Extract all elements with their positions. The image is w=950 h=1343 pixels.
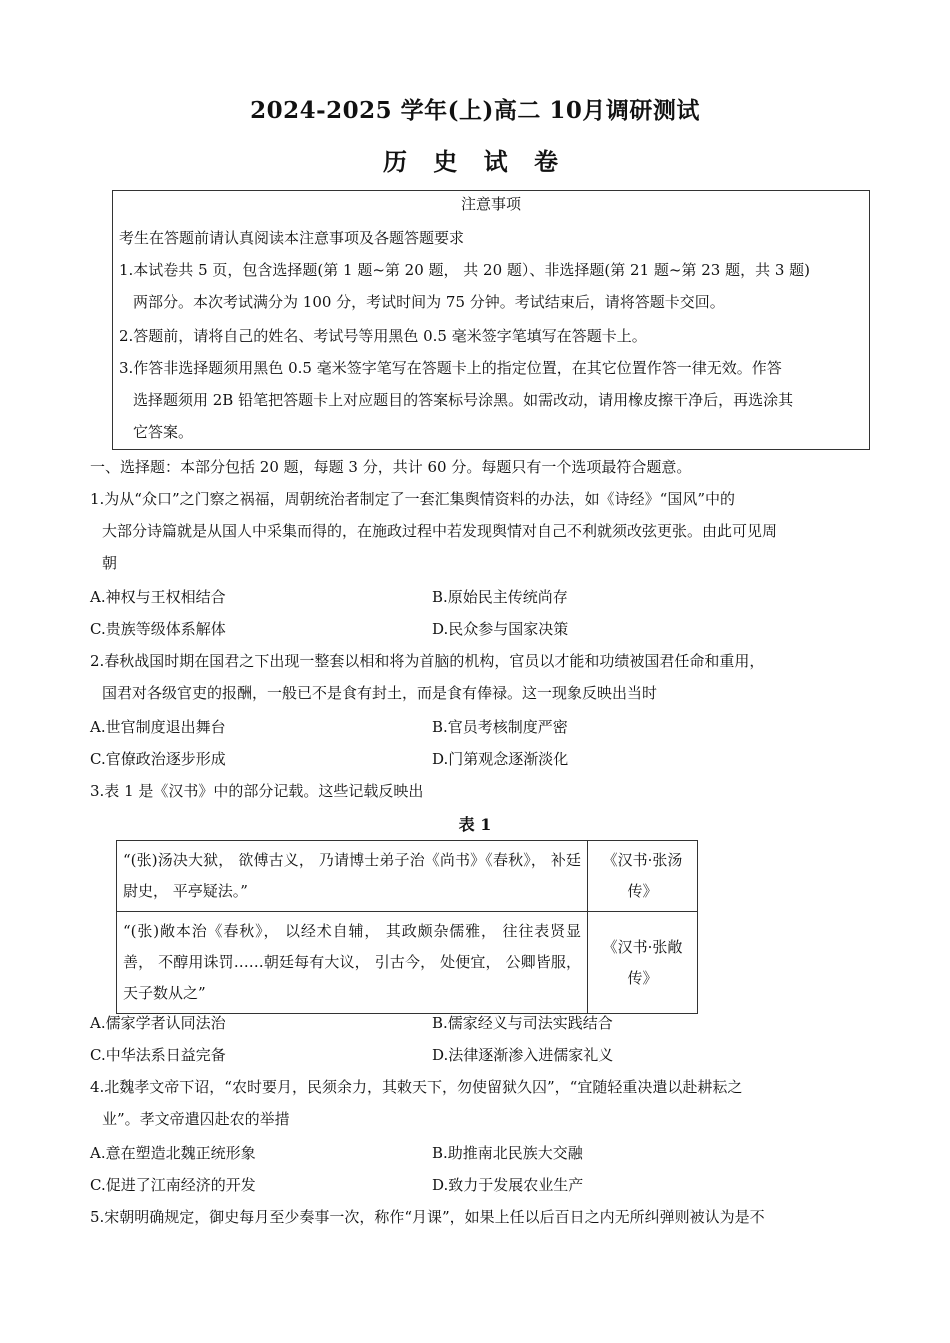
q3-stem-line-1: 3.表 1 是《汉书》中的部分记载。这些记载反映出 (90, 782, 424, 800)
notice-intro: 考生在答题前请认真阅读本注意事项及各题答题要求 (119, 229, 465, 247)
notice-item-2: 2.答题前，请将自己的姓名、考试号等用黑色 0.5 毫米签字笔填写在答题卡上。 (119, 327, 647, 345)
exam-title: 2024-2025 学年(上)高二 10月调研测试 (250, 97, 700, 124)
table-cell-quote: “(张)敞本治《春秋》， 以经术自辅， 其政颇杂儒雅， 往往表贤显善， 不醇用诛罚……朝廷每有大议， 引古今， 处便宜， 公卿皆服， 天子数从之” (117, 912, 588, 1014)
q1-option-a: A.神权与王权相结合 (90, 588, 226, 606)
q3-option-b: B.儒家经义与司法实践结合 (432, 1014, 613, 1032)
q2-option-a: A.世官制度退出舞台 (90, 718, 226, 736)
q3-option-d: D.法律逐渐渗入进儒家礼义 (432, 1046, 614, 1064)
table-cell-source: 《汉书·张敞传》 (588, 912, 698, 1014)
notice-item-1-line-2: 两部分。本次考试满分为 100 分，考试时间为 75 分钟。考试结束后，请将答题卡交回。 (133, 293, 725, 311)
notice-heading: 注意事项 (460, 195, 521, 213)
q3-option-c: C.中华法系日益完备 (90, 1046, 226, 1064)
q2-stem-line-2: 国君对各级官吏的报酬，一般已不是食有封土，而是食有俸禄。这一现象反映出当时 (102, 684, 658, 702)
q1-stem-line-3: 朝 (102, 554, 118, 572)
table-row (117, 841, 698, 912)
q4-option-a: A.意在塑造北魏正统形象 (90, 1144, 256, 1162)
q4-option-d: D.致力于发展农业生产 (432, 1176, 584, 1194)
q5-stem-line-1: 5.宋朝明确规定，御史每月至少奏事一次，称作“月课”，如果上任以后百日之内无所纠弹则被认为是不 (90, 1208, 765, 1226)
table-title: 表 1 (458, 815, 492, 834)
q2-stem-line-1: 2.春秋战国时期在国君之下出现一整套以相和将为首脑的机构，官员以才能和功绩被国君任命和重用， (90, 652, 765, 670)
table-cell-source: 《汉书·张汤传》 (588, 841, 698, 912)
q4-stem-line-1: 4.北魏孝文帝下诏，“农时要月，民须余力，其敕天下，勿使留狱久囚”，“宜随轻重决遣以赴耕耘之 (90, 1078, 743, 1096)
q2-option-b: B.官员考核制度严密 (432, 718, 568, 736)
subject-title: 历 史 试 卷 (382, 147, 568, 176)
q1-stem-line-2: 大部分诗篇就是从国人中采集而得的，在施政过程中若发现舆情对自己不利就须改弦更张。由此可见周 (102, 522, 778, 540)
notice-item-1-line-1: 1.本试卷共 5 页，包含选择题(第 1 题~第 20 题， 共 20 题）、非选择题(第 21 题~第 23 题，共 3 题) (119, 261, 811, 279)
notice-box (112, 190, 870, 450)
q1-option-d: D.民众参与国家决策 (432, 620, 569, 638)
q4-option-c: C.促进了江南经济的开发 (90, 1176, 256, 1194)
q1-option-b: B.原始民主传统尚存 (432, 588, 568, 606)
q4-option-b: B.助推南北民族大交融 (432, 1144, 583, 1162)
table-row (117, 912, 698, 1014)
q2-option-c: C.官僚政治逐步形成 (90, 750, 226, 768)
records-table (116, 840, 698, 1014)
table-cell-quote: “(张)汤决大狱， 欲傅古义， 乃请博士弟子治《尚书》《春秋》， 补廷尉史， 平亭疑法。” (117, 841, 588, 912)
notice-item-3-line-3: 它答案。 (133, 423, 194, 441)
section-heading: 一、选择题：本部分包括 20 题，每题 3 分，共计 60 分。每题只有一个选项最符合题意。 (90, 458, 692, 476)
q4-stem-line-2: 业”。孝文帝遣囚赴农的举措 (102, 1110, 290, 1128)
notice-item-3-line-1: 3.作答非选择题须用黑色 0.5 毫米签字笔写在答题卡上的指定位置，在其它位置作答一律无效。作答 (119, 359, 782, 377)
q2-option-d: D.门第观念逐渐淡化 (432, 750, 569, 768)
notice-item-3-line-2: 选择题须用 2B 铅笔把答题卡上对应题目的答案标号涂黑。如需改动，请用橡皮擦干净后，再选涂其 (133, 391, 794, 409)
q3-option-a: A.儒家学者认同法治 (90, 1014, 226, 1032)
q1-option-c: C.贵族等级体系解体 (90, 620, 226, 638)
q1-stem-line-1: 1.为从“众口”之门察之祸福，周朝统治者制定了一套汇集舆情资料的办法，如《诗经》“国风”中的 (90, 490, 735, 508)
